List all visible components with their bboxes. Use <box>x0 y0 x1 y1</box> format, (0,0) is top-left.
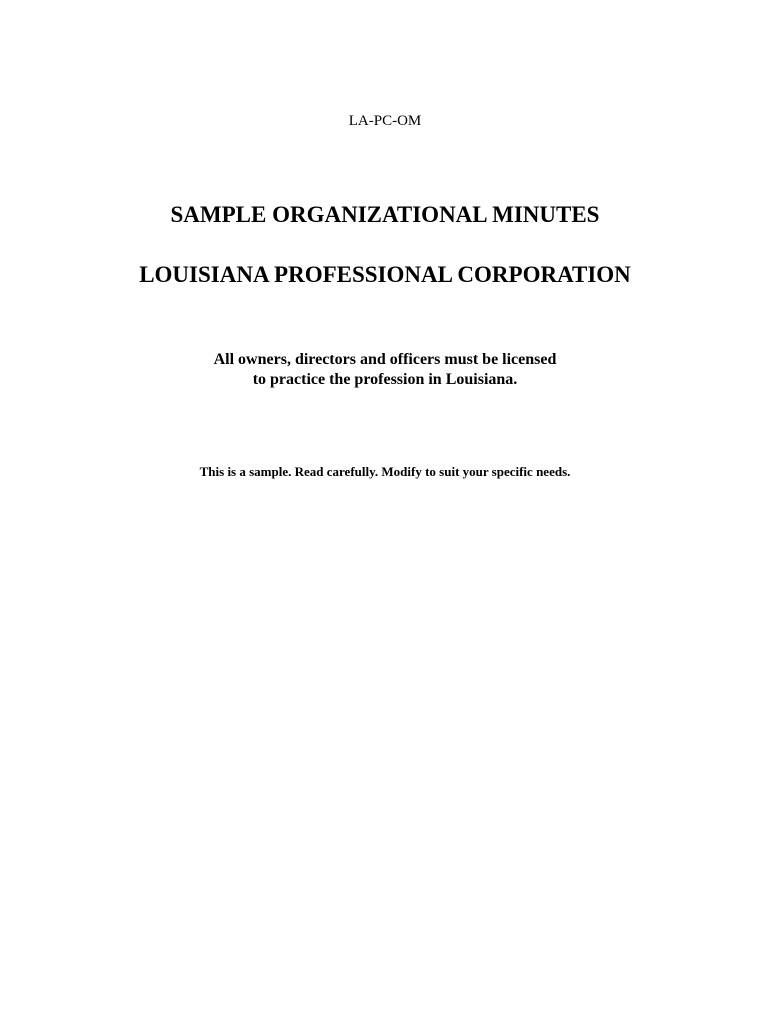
sample-disclaimer: This is a sample. Read carefully. Modify to suit your specific needs. <box>199 464 571 479</box>
document-code: LA-PC-OM <box>348 113 422 129</box>
document-title: SAMPLE ORGANIZATIONAL MINUTES <box>170 202 600 227</box>
licensing-notice <box>0 350 770 390</box>
licensing-notice-line-1: All owners, directors and officers must be licensed <box>213 351 557 368</box>
licensing-notice-line-2: to practice the profession in Louisiana. <box>252 371 518 388</box>
document-subtitle: LOUISIANA PROFESSIONAL CORPORATION <box>139 262 631 287</box>
